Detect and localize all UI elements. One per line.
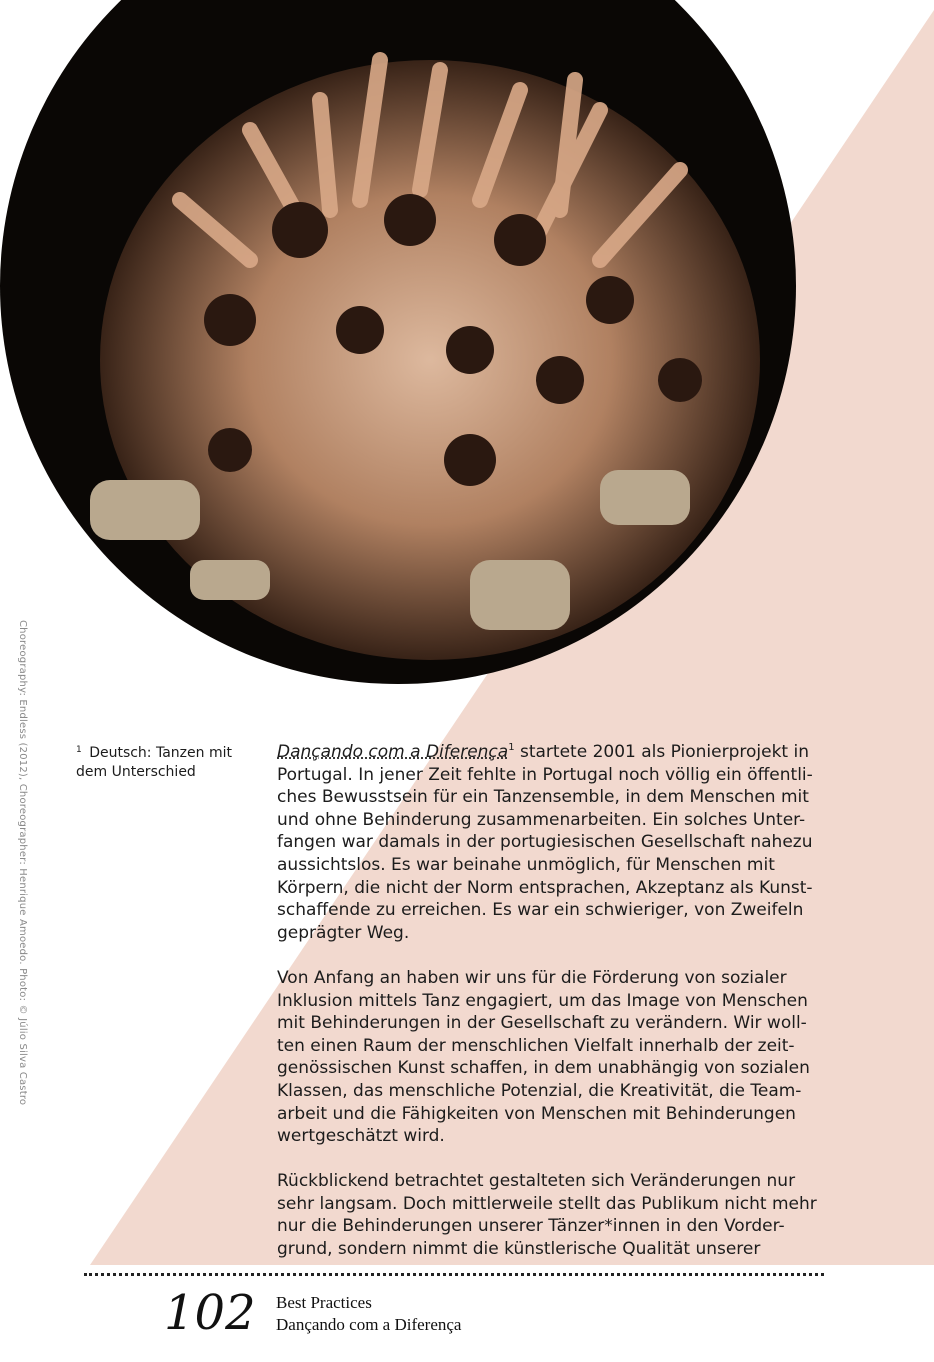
text-line: geprägter Weg. bbox=[277, 922, 410, 943]
text-line: Körpern, die nicht der Norm entsprachen, Akzeptanz als Kunst- bbox=[277, 877, 813, 898]
text-line: sehr langsam. Doch mittlerweile stellt das Publikum nicht mehr bbox=[277, 1193, 817, 1214]
text-line: schaffende zu erreichen. Es war ein schwieriger, von Zweifeln bbox=[277, 900, 804, 921]
text-line: ches Bewusstsein für ein Tanzensemble, in dem Menschen mit bbox=[277, 787, 809, 808]
paragraph bbox=[277, 737, 837, 944]
footnote-number: 1 bbox=[76, 745, 82, 755]
text-line: fangen war damals in der portugiesischen Gesellschaft nahezu bbox=[277, 832, 813, 853]
text-line: arbeit und die Fähigkeiten von Menschen mit Behinderungen bbox=[277, 1103, 796, 1124]
footnote bbox=[76, 741, 256, 782]
text-line: wertgeschätzt wird. bbox=[277, 1126, 445, 1147]
paragraph bbox=[277, 1170, 837, 1260]
footer-section: Best Practices bbox=[276, 1293, 372, 1312]
project-title: Dançando com a Diferença bbox=[277, 742, 509, 762]
photo-credit: Choreography: Endless (2012), Choreographer: Henrique Amoedo. Photo: © Júlio Silva Castro bbox=[17, 620, 28, 1106]
footnote-reference: 1 bbox=[508, 742, 515, 753]
text-line: Von Anfang an haben wir uns für die Förderung von sozialer bbox=[277, 967, 787, 988]
text-line: und ohne Behinderung zusammenarbeiten. Ein solches Unter- bbox=[277, 809, 806, 830]
text-line: Portugal. In jener Zeit fehlte in Portugal noch völlig ein öffentli- bbox=[277, 764, 813, 785]
text-line bbox=[277, 737, 837, 764]
footnote-text: Deutsch: Tanzen mit dem Unterschied bbox=[76, 745, 232, 780]
text-line: grund, sondern nimmt die künstlerische Qualität unserer bbox=[277, 1239, 761, 1260]
text-line: Inklusion mittels Tanz engagiert, um das Image von Menschen bbox=[277, 990, 808, 1011]
text-line: genössischen Kunst schaffen, in dem unabhängig von sozialen bbox=[277, 1058, 810, 1079]
text-line: ten einen Raum der menschlichen Vielfalt innerhalb der zeit- bbox=[277, 1035, 795, 1056]
paragraph bbox=[277, 967, 837, 1148]
footer-divider bbox=[84, 1273, 824, 1276]
text-line: Rückblickend betrachtet gestalteten sich Veränderungen nur bbox=[277, 1171, 796, 1192]
text-line: nur die Behinderungen unserer Tänzer*innen in den Vorder- bbox=[277, 1216, 785, 1237]
text-line: aussichtslos. Es war beinahe unmöglich, für Menschen mit bbox=[277, 854, 775, 875]
body-text bbox=[277, 737, 837, 1283]
text-line-content: startete 2001 als Pionierprojekt in bbox=[514, 742, 809, 762]
footer-chapter: Dançando com a Diferença bbox=[276, 1315, 462, 1334]
text-line: Klassen, das menschliche Potenzial, die Kreativität, die Team- bbox=[277, 1080, 802, 1101]
text-line: mit Behinderungen in der Gesellschaft zu verändern. Wir woll- bbox=[277, 1013, 807, 1034]
page-number: 102 bbox=[164, 1285, 256, 1341]
